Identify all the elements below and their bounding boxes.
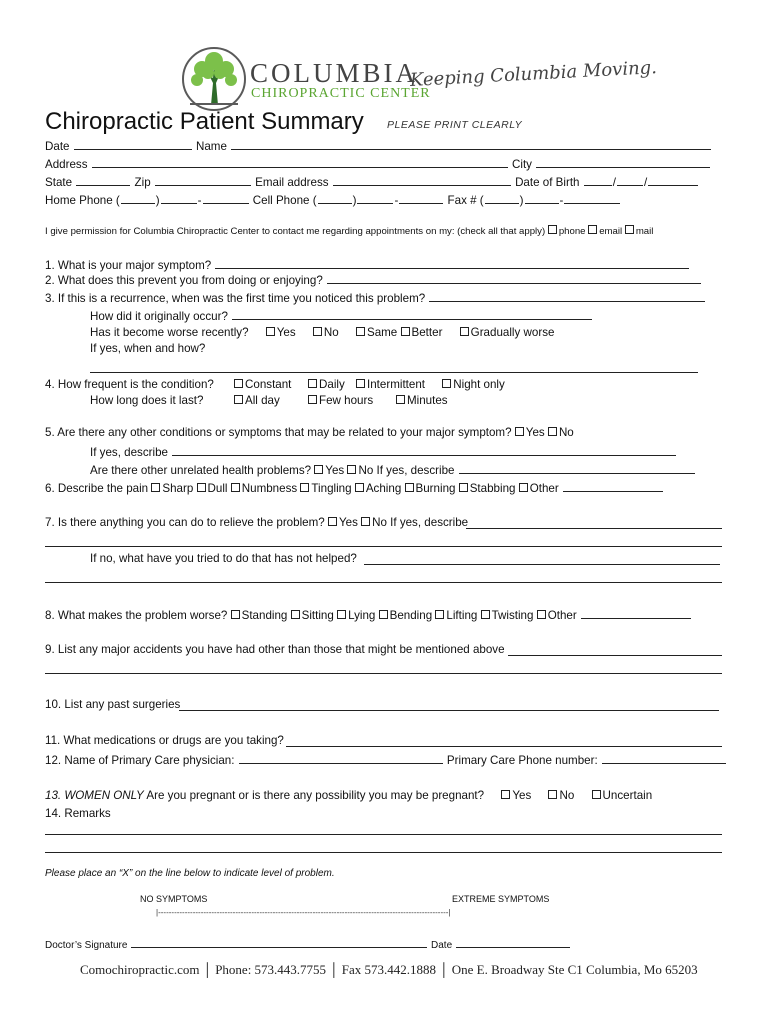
phone-checkbox[interactable] bbox=[548, 225, 557, 234]
fax-prefix[interactable] bbox=[525, 192, 559, 204]
dull-label: Dull bbox=[207, 482, 228, 495]
state-field[interactable] bbox=[76, 174, 130, 186]
phone-option-label: phone bbox=[558, 226, 586, 237]
q3-field[interactable] bbox=[429, 290, 705, 302]
intermittent-checkbox[interactable] bbox=[356, 379, 365, 388]
q5b-yes-checkbox[interactable] bbox=[314, 465, 323, 474]
lying-checkbox[interactable] bbox=[337, 610, 346, 619]
logo-wordmark: COLUMBIA bbox=[250, 58, 419, 88]
signature-date-label: Date bbox=[431, 940, 453, 951]
minutes-label: Minutes bbox=[407, 394, 448, 407]
dob-month-field[interactable] bbox=[584, 174, 612, 186]
tingling-checkbox[interactable] bbox=[300, 483, 309, 492]
q9-field-2[interactable] bbox=[45, 673, 722, 674]
q5b bbox=[90, 462, 696, 478]
standing-label: Standing bbox=[241, 609, 288, 622]
bending-label: Bending bbox=[389, 609, 433, 622]
q2-field[interactable] bbox=[327, 272, 701, 284]
pregnant-uncertain-label: Uncertain bbox=[602, 789, 653, 802]
symptom-scale-line[interactable]: |-------------------------------------------------------------------------------------------------------------| bbox=[156, 908, 451, 917]
q2 bbox=[45, 272, 702, 288]
date-label: Date bbox=[45, 140, 70, 153]
q14-label: 14. Remarks bbox=[45, 807, 111, 820]
q5b-no-label: No If yes, describe bbox=[358, 464, 455, 477]
standing-checkbox[interactable] bbox=[231, 610, 240, 619]
q1-field[interactable] bbox=[215, 257, 689, 269]
scale-instructions: Please place an “X” on the line below to indicate level of problem. bbox=[45, 868, 335, 879]
q5a-label: If yes, describe bbox=[90, 446, 168, 459]
all-day-checkbox[interactable] bbox=[234, 395, 243, 404]
mail-checkbox[interactable] bbox=[625, 225, 634, 234]
worse-gradually-checkbox[interactable] bbox=[460, 327, 469, 336]
q5-label: 5. Are there any other conditions or symptoms that may be related to your major symptom? bbox=[45, 426, 512, 439]
q7a-label: If no, what have you tried to do that has not helped? bbox=[90, 552, 357, 565]
physician-phone-field[interactable] bbox=[602, 752, 726, 764]
q7a-field-2[interactable] bbox=[45, 582, 722, 583]
worse-other-field[interactable] bbox=[581, 607, 691, 619]
aching-checkbox[interactable] bbox=[355, 483, 364, 492]
q5b-no-checkbox[interactable] bbox=[347, 465, 356, 474]
fax-number[interactable] bbox=[564, 192, 620, 204]
lifting-checkbox[interactable] bbox=[435, 610, 444, 619]
q4a-option-2 bbox=[308, 394, 373, 408]
all-day-label: All day bbox=[245, 394, 280, 407]
pregnant-no-checkbox[interactable] bbox=[548, 790, 557, 799]
bending-checkbox[interactable] bbox=[379, 610, 388, 619]
email-option-label: email bbox=[599, 226, 623, 237]
q5-no-checkbox[interactable] bbox=[548, 427, 557, 436]
q5-no-label: No bbox=[558, 426, 574, 439]
worse-gradually-label: Gradually worse bbox=[470, 326, 555, 339]
scale-left-label: NO SYMPTOMS bbox=[140, 894, 208, 904]
dob-year-field[interactable] bbox=[648, 174, 698, 186]
page-subtitle: PLEASE PRINT CLEARLY bbox=[387, 119, 523, 131]
q7-label: 7. Is there anything you can do to relieve the problem? bbox=[45, 516, 325, 529]
worse-no-label: No bbox=[323, 326, 339, 339]
worse-other-checkbox[interactable] bbox=[537, 610, 546, 619]
q3b-label: Has it become worse recently? bbox=[90, 326, 249, 339]
q5-yes-checkbox[interactable] bbox=[515, 427, 524, 436]
burning-label: Burning bbox=[415, 482, 456, 495]
daily-checkbox[interactable] bbox=[308, 379, 317, 388]
worse-same-label: Same bbox=[366, 326, 398, 339]
q7-yes-checkbox[interactable] bbox=[328, 517, 337, 526]
dob-day-field[interactable] bbox=[617, 174, 643, 186]
q13-label: Are you pregnant or is there any possibility you may be pregnant? bbox=[146, 789, 485, 802]
q3a-field[interactable] bbox=[232, 308, 592, 320]
cell-phone-label: Cell Phone ( bbox=[252, 194, 317, 207]
dull-checkbox[interactable] bbox=[197, 483, 206, 492]
q8-label: 8. What makes the problem worse? bbox=[45, 609, 228, 622]
logo-subtitle: CHIROPRACTIC CENTER bbox=[251, 86, 431, 101]
worse-better-checkbox[interactable] bbox=[401, 327, 410, 336]
scale-right-label: EXTREME SYMPTOMS bbox=[452, 894, 550, 904]
q9 bbox=[45, 643, 505, 657]
numbness-label: Numbness bbox=[241, 482, 298, 495]
q13 bbox=[45, 789, 652, 803]
q4-options-2 bbox=[308, 378, 505, 392]
q13-number: 13. WOMEN ONLY bbox=[45, 789, 144, 802]
q3-label: 3. If this is a recurrence, when was the first time you noticed this problem? bbox=[45, 292, 426, 305]
cell-phone-number[interactable] bbox=[399, 192, 443, 204]
fax-label: Fax # ( bbox=[447, 194, 484, 207]
q1-label: 1. What is your major symptom? bbox=[45, 259, 212, 272]
q12-label: 12. Name of Primary Care physician: bbox=[45, 754, 235, 767]
address-row bbox=[45, 156, 711, 172]
pain-other-checkbox[interactable] bbox=[519, 483, 528, 492]
q2-label: 2. What does this prevent you from doing or enjoying? bbox=[45, 274, 323, 287]
numbness-checkbox[interactable] bbox=[231, 483, 240, 492]
burning-checkbox[interactable] bbox=[405, 483, 414, 492]
q7-field-2[interactable] bbox=[45, 546, 722, 547]
constant-checkbox[interactable] bbox=[234, 379, 243, 388]
tingling-label: Tingling bbox=[311, 482, 352, 495]
q3 bbox=[45, 290, 706, 306]
q6-label: 6. Describe the pain bbox=[45, 482, 149, 495]
cell-phone-prefix[interactable] bbox=[357, 192, 393, 204]
email-field[interactable] bbox=[333, 174, 511, 186]
mail-option-label: mail bbox=[635, 226, 654, 237]
q4-label: 4. How frequent is the condition? bbox=[45, 378, 214, 391]
doctor-signature-label: Doctor’s Signature bbox=[45, 940, 128, 951]
pregnant-yes-label: Yes bbox=[512, 789, 532, 802]
q10 bbox=[45, 698, 180, 712]
q7-yes-label: Yes bbox=[338, 516, 358, 529]
q7-no-checkbox[interactable] bbox=[361, 517, 370, 526]
q9-field[interactable] bbox=[508, 655, 722, 656]
twisting-checkbox[interactable] bbox=[481, 610, 490, 619]
stabbing-checkbox[interactable] bbox=[459, 483, 468, 492]
cell-phone-area[interactable] bbox=[318, 192, 352, 204]
home-phone-prefix[interactable] bbox=[161, 192, 197, 204]
footer-contact: Comochiropractic.com │ Phone: 573.443.7755 │ Fax 573.442.1888 │ One E. Broadway Ste C1 Columbia, Mo 65203 bbox=[80, 962, 698, 977]
worse-other-label: Other bbox=[547, 609, 577, 622]
sitting-label: Sitting bbox=[301, 609, 334, 622]
q11-field[interactable] bbox=[286, 746, 722, 747]
q5-yes-label: Yes bbox=[525, 426, 545, 439]
q12b-label: Primary Care Phone number: bbox=[446, 754, 598, 767]
lifting-label: Lifting bbox=[446, 609, 478, 622]
name-label: Name bbox=[195, 140, 227, 153]
pain-other-label: Other bbox=[529, 482, 559, 495]
permission-text: I give permission for Columbia Chiropractic Center to contact me regarding appointments on my: (check all that apply) bbox=[45, 226, 546, 237]
few-hours-checkbox[interactable] bbox=[308, 395, 317, 404]
q4-options bbox=[234, 378, 291, 392]
constant-label: Constant bbox=[245, 378, 292, 391]
q1 bbox=[45, 257, 690, 273]
worse-yes-checkbox[interactable] bbox=[266, 327, 275, 336]
q3c-label: If yes, when and how? bbox=[90, 342, 206, 355]
q3b bbox=[90, 326, 554, 340]
pregnant-uncertain-checkbox[interactable] bbox=[592, 790, 601, 799]
sharp-checkbox[interactable] bbox=[151, 483, 160, 492]
stabbing-label: Stabbing bbox=[469, 482, 516, 495]
home-phone-number[interactable] bbox=[203, 192, 249, 204]
worse-better-label: Better bbox=[411, 326, 443, 339]
q5a bbox=[90, 444, 677, 460]
sitting-checkbox[interactable] bbox=[291, 610, 300, 619]
q10-field[interactable] bbox=[179, 710, 719, 711]
q7-field[interactable] bbox=[466, 528, 722, 529]
zip-field[interactable] bbox=[155, 174, 251, 186]
pregnant-no-label: No bbox=[559, 789, 575, 802]
doctor-signature-field[interactable] bbox=[131, 938, 427, 948]
q3a-label: How did it originally occur? bbox=[90, 310, 228, 323]
aching-label: Aching bbox=[365, 482, 402, 495]
q5a-field[interactable] bbox=[172, 444, 676, 456]
q5b-field[interactable] bbox=[459, 462, 695, 474]
q7-no-label: No If yes, describe bbox=[372, 516, 469, 529]
q9-label: 9. List any major accidents you have had other than those that might be mentioned above bbox=[45, 643, 505, 656]
address-label: Address bbox=[45, 158, 88, 171]
city-label: City bbox=[512, 158, 532, 171]
q11 bbox=[45, 734, 284, 748]
home-phone-label: Home Phone ( bbox=[45, 194, 120, 207]
state-row: State Zip Email address Date of Birth / / bbox=[45, 174, 699, 190]
q5 bbox=[45, 426, 574, 440]
dob-label: Date of Birth bbox=[515, 176, 580, 189]
q5b-label: Are there other unrelated health problems? bbox=[90, 464, 312, 477]
minutes-checkbox[interactable] bbox=[396, 395, 405, 404]
zip-label: Zip bbox=[134, 176, 151, 189]
date-field[interactable] bbox=[74, 138, 192, 150]
few-hours-label: Few hours bbox=[319, 394, 374, 407]
intermittent-label: Intermittent bbox=[367, 378, 426, 391]
physician-field[interactable] bbox=[239, 752, 443, 764]
q3c-field[interactable] bbox=[90, 372, 698, 373]
q4a-option-1 bbox=[234, 394, 280, 408]
q11-label: 11. What medications or drugs are you taking? bbox=[45, 734, 284, 747]
worse-same-checkbox[interactable] bbox=[356, 327, 365, 336]
q5b-yes-label: Yes bbox=[325, 464, 345, 477]
q4 bbox=[45, 378, 214, 392]
q7 bbox=[45, 516, 468, 530]
remarks-field-2[interactable] bbox=[45, 852, 722, 853]
address-field[interactable] bbox=[92, 156, 508, 168]
signature-date-field[interactable] bbox=[456, 938, 570, 948]
remarks-field-1[interactable] bbox=[45, 834, 722, 835]
q8 bbox=[45, 607, 692, 623]
q10-label: 10. List any past surgeries bbox=[45, 698, 181, 711]
q6 bbox=[45, 480, 664, 496]
q4a-label: How long does it last? bbox=[90, 394, 204, 407]
sharp-label: Sharp bbox=[162, 482, 194, 495]
tree-logo-icon bbox=[180, 45, 248, 113]
worse-yes-label: Yes bbox=[276, 326, 296, 339]
page-title: Chiropractic Patient Summary bbox=[45, 108, 364, 135]
date-row bbox=[45, 138, 712, 154]
permission-row bbox=[45, 225, 653, 237]
night-only-checkbox[interactable] bbox=[442, 379, 451, 388]
pain-other-field[interactable] bbox=[563, 480, 663, 492]
city-field[interactable] bbox=[536, 156, 710, 168]
email-label: Email address bbox=[255, 176, 329, 189]
twisting-label: Twisting bbox=[491, 609, 534, 622]
home-phone-area[interactable] bbox=[121, 192, 155, 204]
daily-label: Daily bbox=[319, 378, 345, 391]
lying-label: Lying bbox=[348, 609, 376, 622]
phone-row: Home Phone ( ) - Cell Phone ( ) - Fax # ( ) - bbox=[45, 192, 621, 208]
q7a bbox=[90, 552, 357, 566]
q3a bbox=[90, 308, 593, 324]
q12 bbox=[45, 752, 727, 768]
state-label: State bbox=[45, 176, 73, 189]
signature-row bbox=[45, 938, 571, 951]
worse-no-checkbox[interactable] bbox=[313, 327, 322, 336]
night-only-label: Night only bbox=[453, 378, 505, 391]
q7a-field[interactable] bbox=[364, 564, 720, 565]
pregnant-yes-checkbox[interactable] bbox=[501, 790, 510, 799]
name-field[interactable] bbox=[231, 138, 711, 150]
q4a-option-3 bbox=[396, 394, 448, 408]
fax-area[interactable] bbox=[485, 192, 519, 204]
tagline: Keeping Columbia Moving. bbox=[409, 57, 658, 91]
email-checkbox[interactable] bbox=[588, 225, 597, 234]
